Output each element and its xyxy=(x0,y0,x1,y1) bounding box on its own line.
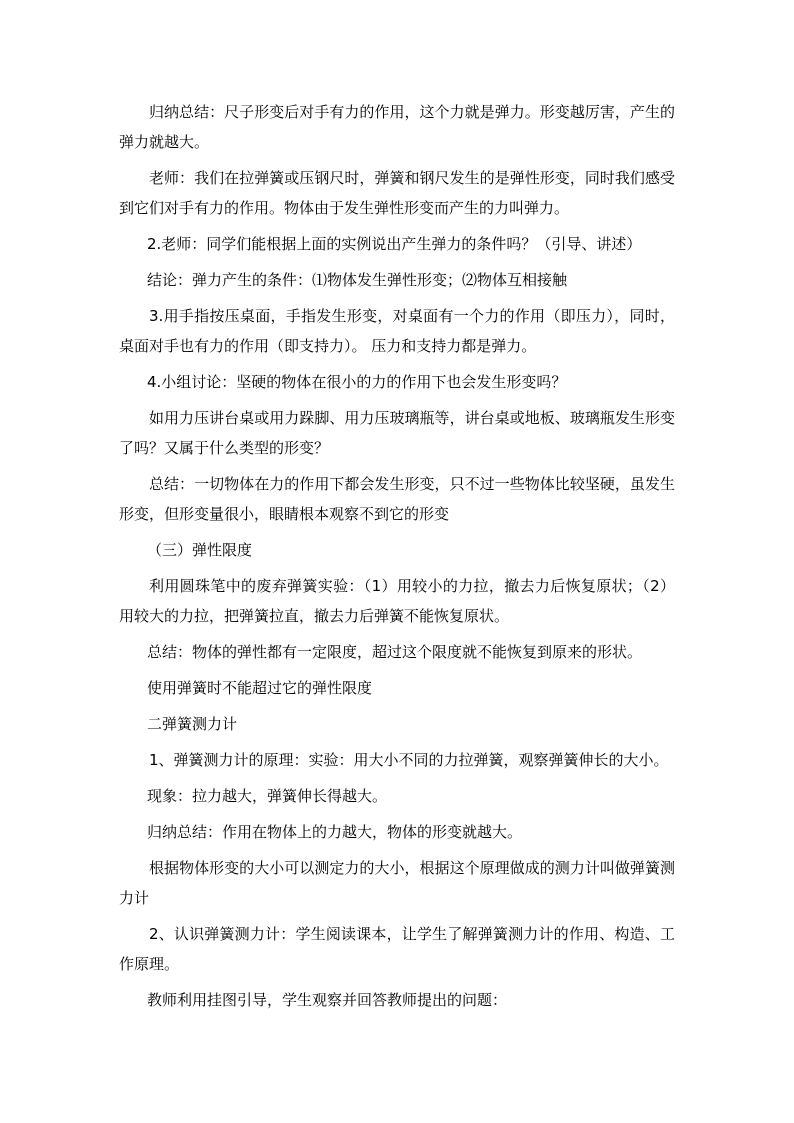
paragraph-finger-press-table: 3.用手指按压桌面，手指发生形变，对桌面有一个力的作用（即压力），同时，桌面对手也有力的作用（即支持力）。 压力和支持力都是弹力。 xyxy=(119,307,675,355)
paragraph-measure-force: 根据物体形变的大小可以测定力的大小，根据这个原理做成的测力计叫做弹簧测力计 xyxy=(119,859,675,907)
paragraph-know-spring-scale: 2、认识弹簧测力计：学生阅读课本，让学生了解弹簧测力计的作用、构造、工作原理。 xyxy=(119,925,675,973)
paragraph-spring-experiment: 利用圆珠笔中的废弃弹簧实验：（1）用较小的力拉，撤去力后恢复原状；（2）用较大的力拉，把弹簧拉直，撤去力后弹簧不能恢复原状。 xyxy=(119,577,675,625)
paragraph-conclusion-conditions: 结论：弹力产生的条件：⑴物体发生弹性形变；⑵物体互相接触 xyxy=(147,271,568,289)
paragraph-group-discussion: 4.小组讨论：坚硬的物体在很小的力的作用下也会发生形变吗？ xyxy=(147,373,567,391)
paragraph-teacher-elastic-deformation: 老师：我们在拉弹簧或压钢尺时，弹簧和钢尺发生的是弹性形变，同时我们感受到它们对手有力的作用。物体由于发生弹性形变而产生的力叫弹力。 xyxy=(119,169,675,217)
paragraph-summary-elastic-limit: 总结：物体的弹性都有一定限度，超过这个限度就不能恢复到原来的形状。 xyxy=(147,643,643,661)
paragraph-summary-all-objects-deform: 总结：一切物体在力的作用下都会发生形变，只不过一些物体比较坚硬，虽发生形变，但形变量很小，眼睛根本观察不到它的形变 xyxy=(119,475,675,523)
paragraph-teacher-wall-chart: 教师利用挂图引导，学生观察并回答教师提出的问题： xyxy=(147,991,508,1009)
document-body xyxy=(119,97,675,1021)
paragraph-question-conditions: 2.老师：同学们能根据上面的实例说出产生弹力的条件吗？（引导、讲述） xyxy=(147,235,642,253)
paragraph-spring-scale-principle: 1、弹簧测力计的原理：实验：用大小不同的力拉弹簧，观察弹簧伸长的大小。 xyxy=(149,751,669,769)
paragraph-summary-force-deformation: 归纳总结：作用在物体上的力越大，物体的形变就越大。 xyxy=(147,823,523,841)
paragraph-usage-limit: 使用弹簧时不能超过它的弹性限度 xyxy=(147,679,373,697)
section-heading-elastic-limit: （三）弹性限度 xyxy=(147,541,253,559)
paragraph-summary-elastic-force: 归纳总结：尺子形变后对手有力的作用，这个力就是弹力。形变越厉害，产生的弹力就越大。 xyxy=(119,103,675,151)
paragraph-phenomenon: 现象：拉力越大，弹簧伸长得越大。 xyxy=(147,787,388,805)
paragraph-examples-hard-objects: 如用力压讲台桌或用力跺脚、用力压玻璃瓶等，讲台桌或地板、玻璃瓶发生形变了吗？又属于什么类型的形变？ xyxy=(119,409,675,457)
section-heading-spring-scale: 二弹簧测力计 xyxy=(147,715,238,733)
